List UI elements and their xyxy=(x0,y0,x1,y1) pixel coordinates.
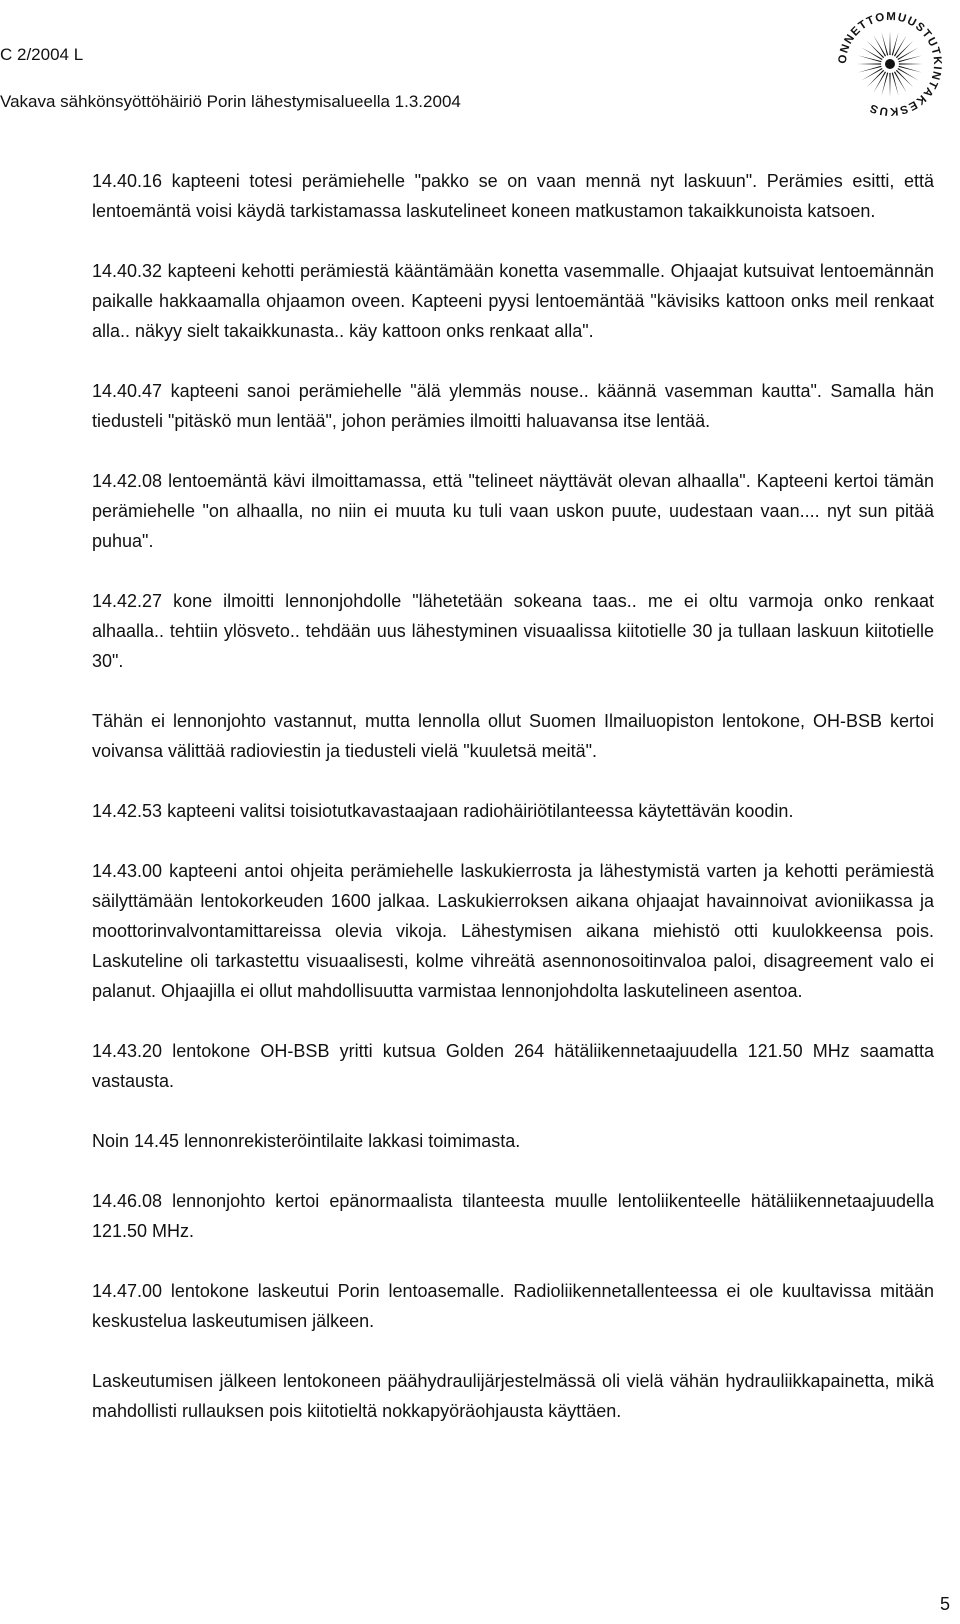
logo-ray xyxy=(858,66,881,73)
logo-ray xyxy=(858,55,881,62)
logo-ray xyxy=(899,66,922,73)
log-paragraph: 14.47.00 lentokone laskeutui Porin lentoasemalle. Radioliikennetallenteessa ei ole kuultavissa mitään keskustelua laskeutumisen jälkeen. xyxy=(92,1281,934,1331)
logo-ray xyxy=(881,73,888,96)
log-paragraph: 14.42.27 kone ilmoitti lennonjohdolle "lähetetään sokeana taas.. me ei oltu varmoja onko renkaat alhaalla.. tehtiin ylösveto.. tehdään uus lähestyminen visuaalissa kiitotielle 30 ja tullaan laskuun kiitotielle 30". xyxy=(92,591,934,671)
logo-ray xyxy=(889,31,890,55)
logo-ray xyxy=(889,73,890,97)
svg-text:ONNETTOMUUSTUTKINTAKESKUS: ONNETTOMUUSTUTKINTAKESKUS xyxy=(836,10,944,118)
document-code: C 2/2004 L xyxy=(0,45,84,64)
log-paragraph: 14.42.08 lentoemäntä kävi ilmoittamassa, että "telineet näyttävät olevan alhaalla". Kapteeni kertoi tämän perämiehelle "on alhaalla, no niin ei muuta ku tuli vaan uskon puute, uudestaan vaan.... nyt sun pitää puhua". xyxy=(92,471,934,551)
log-paragraph: 14.43.20 lentokone OH-BSB yritti kutsua Golden 264 hätäliikennetaajuudella 121.50 MHz saamatta vastausta. xyxy=(92,1041,934,1091)
organization-logo xyxy=(828,2,952,126)
logo-ray xyxy=(857,63,881,64)
log-paragraph: Noin 14.45 lennonrekisteröintilaite lakkasi toimimasta. xyxy=(92,1131,521,1151)
log-paragraph: Tähän ei lennonjohto vastannut, mutta lennolla ollut Suomen Ilmailuopiston lentokone, OH-BSB kertoi voivansa välittää radioviestin ja tiedusteli vielä "kuuletsä meitä". xyxy=(92,711,934,761)
log-paragraph: 14.43.00 kapteeni antoi ohjeita perämiehelle laskukierrosta ja lähestymistä varten ja kehotti perämiestä säilyttämään lentokorkeuden 1600 jalkaa. Laskukierroksen aikana ohjaajat havainnoivat avioniikassa ja moottorinvalvontamittareissa olevia vikoja. Lähestymisen aikana miehistö otti kuulokkeensa pois. Laskuteline oli tarkastettu visuaalisesti, kolme vihreätä asennonosoitinvaloa paloi, disagreement valo ei palanut. Ohjaajilla ei ollut mahdollisuutta varmistaa lennonjohdolta laskutelineen asentoa. xyxy=(92,861,934,1001)
logo-seal-icon xyxy=(828,2,952,126)
logo-ray xyxy=(892,32,899,55)
log-paragraph: 14.40.47 kapteeni sanoi perämiehelle "älä ylemmäs nouse.. käännä vasemman kautta". Samalla hän tiedusteli "pitäskö mun lentää", johon perämies ilmoitti haluavansa itse lentää. xyxy=(92,381,934,431)
document-title: Vakava sähkönsyöttöhäiriö Porin lähestymisalueella 1.3.2004 xyxy=(0,92,461,111)
logo-ray xyxy=(899,55,922,62)
page-number: 5 xyxy=(939,1594,950,1614)
logo-ray xyxy=(899,63,923,64)
log-paragraph: Laskeutumisen jälkeen lentokoneen päähydraulijärjestelmässä oli vielä vähän hydrauliikkapainetta, mikä mahdollisti rullauksen pois kiitotieltä nokkapyöräohjausta käyttäen. xyxy=(92,1371,934,1421)
body-text xyxy=(92,166,934,1456)
log-paragraph: 14.40.16 kapteeni totesi perämiehelle "pakko se on vaan mennä nyt laskuun". Perämies esitti, että lentoemäntä voisi käydä tarkistamassa laskutelineet koneen matkustamon takaikkunoista katsoen. xyxy=(92,171,934,221)
log-paragraph: 14.42.53 kapteeni valitsi toisiotutkavastaajaan radiohäiriötilanteessa käytettävän koodin. xyxy=(92,801,794,821)
log-paragraph: 14.46.08 lennonjohto kertoi epänormaalista tilanteesta muulle lentoliikenteelle hätäliikennetaajuudella 121.50 MHz. xyxy=(92,1191,934,1241)
log-paragraph: 14.40.32 kapteeni kehotti perämiestä kääntämään konetta vasemmalle. Ohjaajat kutsuivat lentoemännän paikalle hakkaamalla ohjaamon oveen. Kapteeni pyysi lentoemäntää "kävisiks kattoon onks meil renkaat alla.. näkyy sielt takaikkunasta.. käy kattoon onks renkaat alla". xyxy=(92,261,934,341)
logo-ray xyxy=(881,32,888,55)
logo-ray xyxy=(892,73,899,96)
